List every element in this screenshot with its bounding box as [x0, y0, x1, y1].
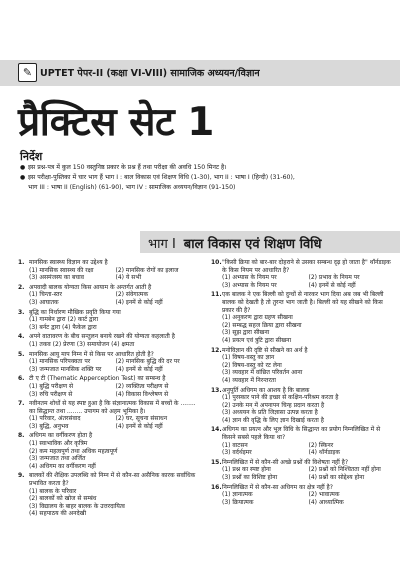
- option-item: (2) सम्बद्ध सहज क्रिया द्वारा सीखना: [222, 321, 302, 329]
- question-options: [211, 354, 395, 384]
- question-number: 1.: [18, 259, 25, 266]
- option-item: (4) व्यवहार में निरन्तरता: [222, 376, 276, 384]
- question-text: 14.अधिगम का प्रयत्न और भूल विधि के सिद्धान्त का प्रयोग निम्नलिखित में से किसने सबसे पहले किया था?: [211, 426, 381, 442]
- question-options: [18, 415, 202, 430]
- question-options: [18, 341, 202, 349]
- option-item: (3) अभ्यास के नियम पर: [222, 281, 277, 289]
- question-options: [211, 394, 395, 424]
- question-number: 6.: [18, 375, 25, 383]
- question-options: [211, 274, 395, 289]
- option-item: (1) चिन्ता-स्तर: [29, 291, 62, 299]
- option-item: (3) बर्नट द्वारा (4) फैकेल द्वारा: [29, 323, 97, 331]
- question-item: [211, 291, 395, 344]
- option-item: (4) इनमें से कोई नहीं: [308, 281, 356, 289]
- question-item: [18, 375, 202, 398]
- question-text: 1. मानसिक स्वास्थ्य विज्ञान का उद्देश्य है: [18, 259, 108, 266]
- option-item: (3) रुचि परीक्षण से: [29, 390, 73, 398]
- option-item: (1) मानसिक स्वास्थ्य की रक्षा: [29, 266, 94, 274]
- question-item: [18, 309, 202, 332]
- option-item: (2) प्रश्नों को निश्चितता नहीं होना: [308, 466, 381, 474]
- option-item: (3) अध्ययन के प्रति जिज्ञासा उत्पन्न करता है: [222, 409, 318, 417]
- question-number: 15.: [211, 458, 222, 466]
- option-item: (4) प्रयत्न एवं त्रुटि द्वारा सीखना: [222, 336, 292, 344]
- question-number: 5.: [18, 350, 25, 358]
- question-item: [211, 459, 395, 482]
- bullet-icon: ●: [20, 164, 26, 171]
- option-item: (3) व्यवहार में वांछित परिवर्तन आना: [222, 369, 303, 377]
- option-item: (2) भावात्मक: [308, 491, 340, 499]
- question-item: [18, 259, 202, 282]
- question-text: 6. टी ए टी (Thematic Apperception Test) का सम्बन्ध है: [18, 375, 166, 383]
- option-item: (4) विकास विश्लेषण से: [115, 390, 169, 398]
- question-number: 10.: [211, 259, 222, 266]
- instruction-text: इस परीक्षा-पुस्तिका में चार भाग हैं भाग I : बाल विकास एवं शिक्षण विधि (1-30), भाग II : भाषा I (हिन्दी) (31-60),: [28, 174, 295, 181]
- question-text: 15.निम्नलिखित में से कौन-सी अच्छे प्रश्नों की विशेषता नहीं है?: [211, 458, 349, 466]
- option-item: (4) ज्ञान की वृद्धि के लिए ज्ञान दिखाई करता है: [222, 416, 324, 424]
- question-options: [211, 466, 395, 481]
- question-text: 5. मानसिक आयु माप निम्न में से किस पर आधारित होती है?: [18, 350, 154, 358]
- question-item: [18, 432, 202, 470]
- instructions: [20, 163, 390, 193]
- question-number: 13.: [211, 386, 222, 394]
- question-item: [211, 259, 395, 289]
- option-item: (1) गामबेन द्वारा (2) कार्ट द्वारा: [29, 316, 99, 324]
- question-text: 2. अपवादी बालक योग्यता किस आयाम के अन्तर्गत आती है: [18, 283, 152, 291]
- option-item: (3) प्रश्नों का विशिष्ट होना: [222, 474, 278, 482]
- option-item: (4) सहपाठय की अनदेखी: [29, 510, 87, 518]
- question-options: [18, 358, 202, 373]
- question-options: [18, 316, 202, 331]
- question-number: 8.: [18, 432, 25, 440]
- option-item: (4) इनमें से कोई नहीं: [115, 298, 163, 306]
- question-item: [18, 333, 202, 348]
- question-item: [211, 347, 395, 385]
- question-options: [211, 314, 395, 344]
- question-number: 14.: [211, 426, 222, 434]
- question-number: 12.: [211, 346, 222, 354]
- option-item: (3) बुद्धि, अनुभव: [29, 422, 69, 430]
- question-options: [18, 383, 202, 398]
- option-item: (4) ये सभी: [115, 274, 142, 282]
- page-title: प्रैक्टिस सेट 1: [18, 100, 214, 145]
- question-text: 9. बालकों की शैक्षिक उपलब्धि को निम्न में से कौन-सा असैनिक कारक सर्वाधिक प्रभावित करता है?: [18, 472, 196, 488]
- question-number: 9.: [18, 472, 25, 480]
- question-number: 2.: [18, 283, 25, 291]
- questions-right-column: [211, 259, 395, 508]
- question-item: [18, 284, 202, 307]
- option-item: (3) विद्यालय के बाहर बालक के उत्तरदायित्व: [29, 502, 125, 510]
- option-item: (4) थॉर्नडाइक: [308, 449, 340, 457]
- instruction-line: [20, 163, 390, 173]
- question-item: [211, 387, 395, 425]
- question-item: [211, 426, 395, 456]
- question-options: [18, 291, 202, 306]
- option-item: (1) ज्ञानात्मक: [222, 491, 253, 499]
- question-text: 10."किसी क्रिया को बार-बार दोहराने से उसका सम्बन्ध दृढ़ हो जाता है" थॉर्नडाइक के किस नियम पर आधारित है?: [211, 259, 391, 274]
- option-item: (3) वर्दर्थइमर: [222, 449, 252, 457]
- option-item: (3) जन्मजात मानसिक शक्ति पर: [29, 365, 102, 373]
- option-item: (1) वाटसन: [222, 441, 248, 449]
- option-item: (2) संवेगात्मक: [115, 291, 149, 299]
- instruction-text: इस प्रश्न-पत्र में कुल 150 वस्तुनिष्ठ प्रकार के प्रश्न हैं तथा परीक्षा की अवधि 150 मिनट है।: [28, 164, 227, 171]
- question-text: 3. बुद्धि का निर्धारण मौखिक प्रवृति किया गया: [18, 308, 121, 316]
- option-item: (1) अनुकरण द्वारा ग्रहण सीखना: [222, 314, 293, 322]
- option-item: (2) बालकों को खोज से सम्बंध: [29, 495, 97, 503]
- option-item: (3) क्रियात्मक: [222, 498, 254, 506]
- option-item: (1) बालक के परिवार: [29, 487, 77, 495]
- question-number: 16.: [211, 483, 222, 491]
- option-item: (1) प्रश्न का स्पष्ट होना: [222, 466, 271, 474]
- part-label: भाग I: [148, 237, 176, 252]
- book-pencil-icon: ✎: [18, 63, 37, 82]
- option-item: (1) मानसिक परिपक्वता पर: [29, 358, 91, 366]
- option-item: (2) विषय-वस्तु को रट लेना: [222, 361, 282, 369]
- option-item: (3) आघातक: [29, 298, 59, 306]
- option-item: (3) असमंजस्य का बचाव: [29, 274, 85, 282]
- instructions-heading: निर्देश: [20, 150, 43, 163]
- question-text: 8. अधिगम का वर्गीकरण होता है: [18, 432, 93, 440]
- option-item: (2) उनके मन में अपनापन चिन्ह प्रदान करता है: [222, 401, 325, 409]
- question-options: [18, 267, 202, 282]
- option-item: (2) मानसिक रोगों का इलाज: [115, 266, 179, 274]
- question-options: [211, 442, 395, 457]
- option-item: (1) अभ्यास के नियम पर: [222, 274, 277, 282]
- option-item: (1) स्वाभाविक और कृत्रिम: [29, 440, 88, 448]
- option-item: (4) अधिगम का वर्गीकरण नहीं: [29, 462, 96, 470]
- question-number: 11.: [211, 291, 222, 299]
- option-item: (3) सूझ द्वारा सीखना: [222, 329, 270, 337]
- question-item: [211, 484, 395, 507]
- instruction-text: भाग III : भाषा II (English) (61-90), भाग IV : सामाजिक अध्ययन/विज्ञान (91-150): [28, 184, 236, 191]
- option-item: (2) प्रभाव के नियम पर: [308, 274, 360, 282]
- question-number: 7.: [18, 400, 25, 408]
- question-item: [18, 400, 202, 430]
- option-item: (4) प्रश्नों का सोद्देश्य होना: [308, 474, 365, 482]
- option-item: (2) व्यक्तित्व परीक्षण से: [115, 382, 169, 390]
- option-item: (4) इनमें से कोई नहीं: [115, 365, 163, 373]
- part-title: [148, 234, 322, 252]
- question-item: [18, 351, 202, 374]
- bullet-icon: ●: [20, 174, 26, 181]
- option-item: (2) मानसिक बुद्धि की दर पर: [115, 358, 180, 366]
- option-item: (1) परिवार, अंतरसंवाद: [29, 415, 81, 423]
- option-item: (4) आध्यात्मिक: [308, 498, 344, 506]
- question-text: 13.अनुपूर्ति अधिगम का आशय है कि बालक: [211, 386, 310, 394]
- question-number: 3.: [18, 308, 25, 316]
- option-item: (4) इनमें से कोई नहीं: [115, 422, 163, 430]
- questions-left-column: [18, 259, 202, 520]
- option-item: (1) तकव (2) प्रेरणा (3) समायोजन (4) क्षमता: [29, 340, 135, 348]
- option-item: (1) पुरस्कार पाने की इच्छा से कक्षिन-परिश्रम करता है: [222, 394, 339, 402]
- option-item: (1) विषय-वस्तु का ज्ञान: [222, 354, 275, 362]
- question-text: 11.एक बालक ने एक बिल्ली को दुग्धों से नारकर भाग दिया अब जब भी बिल्ली बालक को देखती है तो तुरन्त भाग जाती है। बिल्ली को यह सीखने को किस प्रकार की है?: [211, 291, 384, 314]
- instruction-line: [20, 183, 390, 193]
- instruction-line: [20, 173, 390, 183]
- option-item: (1) बुद्धि परीक्षण से: [29, 382, 74, 390]
- question-number: 4.: [18, 333, 25, 341]
- question-item: [18, 472, 202, 518]
- part-name: बाल विकास एवं शिक्षण विधि: [183, 237, 322, 252]
- question-options: [211, 491, 395, 506]
- question-text: 4. अपने वातावरण के बीच सन्तुलन बनाये रखने की योग्यता कहलाती है: [18, 333, 175, 341]
- option-item: (3) जन्मजात तथा अर्जित: [29, 455, 86, 463]
- header-title: UPTET पेपर-II (कक्षा VI-VIII) सामाजिक अध्ययन/विज्ञान: [40, 68, 260, 79]
- question-options: [18, 488, 202, 518]
- option-item: (2) कम महत्वपूर्ण तथा अधिक महत्वपूर्ण: [29, 447, 118, 455]
- question-options: [18, 440, 202, 470]
- option-item: (2) घर, सूचना संसाधन: [115, 415, 168, 423]
- question-text: 12.मनोविज्ञान की दृष्टि से सीखने का अर्थ है: [211, 346, 308, 354]
- option-item: (2) स्किनर: [308, 441, 334, 449]
- question-text: 16.निम्नलिखित में से कौन-सा अधिगम का क्षेत्र नहीं है?: [211, 483, 333, 491]
- question-text: 7. नवीनतम शोधों से यह स्पष्ट हुआ है कि संज्ञानात्मक विकास में बच्चों के ........ का सिद्धान्त तथा ........ उपागम को अहम भूमिका है।: [18, 400, 196, 415]
